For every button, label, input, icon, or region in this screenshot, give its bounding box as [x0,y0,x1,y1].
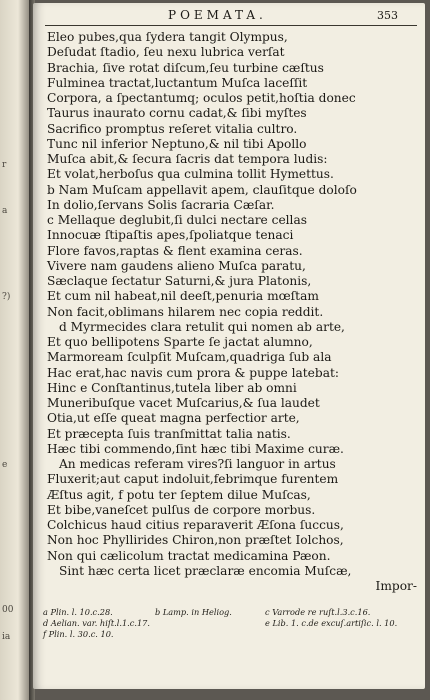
text-line: Fulminea tractat,luctantum Muſca laceſſit [47,75,308,90]
text-line: Colchicus haud citius reparaverit Æſona ſuccus, [47,518,344,532]
text-line: Fluxerit;aut caput indoluit,febrimque furentem [47,472,339,487]
text-line: Hac erat,hac navis cum prora & puppe latebat: [47,365,339,380]
margin-mark: a [2,206,8,216]
text-line: Et cum nil habeat,nil deeſt,penuria mœſtam [47,289,319,304]
text-line: Et volat,herboſus qua culmina tollit Hymettus. [47,167,334,182]
text-line: Sacrifico promptus reſeret vitalia cultro. [47,121,298,136]
text-line: Eleo pubes,qua ſydera tangit Olympus, [47,30,288,44]
text-line: Brachia, ſive rotat diſcum,ſeu turbine cæſtus [47,60,324,75]
text-line: Non hoc Phyllirides Chiron,non præſtet Iolchos, [47,533,344,548]
footnote: e Lib. 1. c.de excuſ.artiſic. l. 10. [265,618,398,628]
text-line: An medicas referam vires?ſi languor in artus [59,457,336,471]
text-line: Hinc e Conſtantinus,tutela liber ab omni [47,380,297,395]
text-line: Muſca abit,& ſecura ſacris dat tempora ludis: [47,152,328,166]
text-line: d Myrmecides clara retulit qui nomen ab arte, [59,319,345,334]
text-line: Corpora, a ſpectantumq; oculos petit,hoſtia donec [47,91,356,105]
margin-mark: ?) [2,292,11,302]
footnote: d Aelian. var. hiſt.l.1.c.17. [43,618,150,628]
margin-mark: 00 [2,605,14,615]
footnote: b Lamp. in Heliog. [155,607,232,617]
footnote-line [43,618,419,629]
footnote: a Plin. l. 10.c.28. [43,607,113,617]
footnote-line [43,629,419,640]
text-line: Et quo bellipotens Sparte ſe jactat alumno, [47,335,313,349]
footnotes [43,607,419,640]
text-line: Sint hæc certa licet præclaræ encomia Muſcæ, [59,563,352,578]
text-line: Otia,ut eſſe queat magna perfectior arte, [47,411,300,426]
margin-mark: e [2,460,8,470]
header-rule [45,25,417,26]
text-line: Deſudat ſtadio, ſeu nexu lubrica verſat [47,45,285,60]
text-line: Et præcepta ſuis tranſmittat talia natis. [47,426,291,441]
text-line: In dolio,ſervans Solis ſacraria Cæſar. [47,197,275,212]
text-line: Et bibe,vaneſcet pulſus de corpore morbus. [47,502,316,517]
book-page [33,3,425,689]
margin-mark: ia [2,632,11,642]
adjacent-page-edge [0,0,30,700]
catchword: Impor- [375,579,417,593]
text-line: Non facit,oblimans hilarem nec copia reddit. [47,304,324,319]
text-line: Flore favos,raptas & flent examina ceras. [47,243,303,258]
footnote-line [43,607,419,618]
running-head: POEMATA. [168,8,267,22]
text-line: Muneribuſque vacet Muſcarius,& ſua laudet [47,396,320,410]
margin-mark: r [2,160,7,170]
text-line: Taurus inaurato cornu cadat,& ſibi myſtes [47,106,307,121]
text-line: Vivere nam gaudens alieno Muſca paratu, [47,258,306,273]
poem-body [47,30,419,594]
text-line: c Mellaque deglubit,ſi dulci nectare cellas [47,213,307,227]
footnote: f Plin. l. 30.c. 10. [43,629,114,639]
footnote: c Varrode re ruſt.l.3.c.16. [265,607,371,617]
text-line: Sæclaque ſectatur Saturni,& jura Platonis, [47,274,312,288]
text-line: Hæc tibi commendo,ſint hæc tibi Maxime curæ. [47,441,344,456]
text-line: Innocuæ ſtipaſtis apes,ſpoliatque tenaci [47,228,294,243]
text-line: Tunc nil inferior Neptuno,& nil tibi Apollo [47,136,307,151]
text-line: Marmoream ſculpſit Muſcam,quadriga ſub ala [47,350,332,365]
text-line: Non qui cælicolum tractat medicamina Pæon. [47,548,331,563]
text-line: b Nam Muſcam appellavit apem, clauſitque doloſo [47,182,357,197]
text-line: Æſtus agit, f potu ter ſeptem dilue Muſcas, [47,487,311,502]
page-number: 353 [377,9,398,22]
